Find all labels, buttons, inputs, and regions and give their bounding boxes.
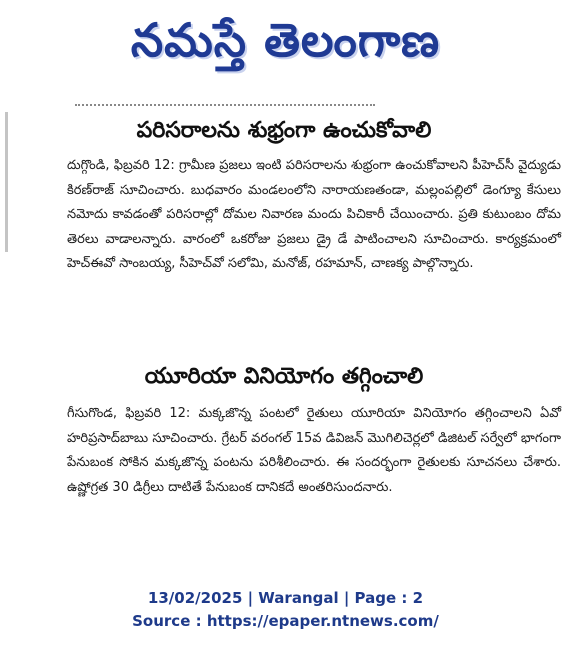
article2-headline: యూరియా వినియోగం తగ్గించాలి	[144, 364, 424, 389]
article1-headline: పరిసరాలను శుభ్రంగా ఉంచుకోవాలి	[136, 118, 432, 143]
article2-body: గీసుగొండ, ఫిబ్రవరి 12: మక్కజొన్న పంటలో రైతులు యూరియా వినియోగం తగ్గించాలని ఏవో హరిప్రసాద్‌బాబు సూచించారు. గ్రేటర్ వరంగల్ 15వ డివిజన్ మొగిలిచెర్లలో డిజిటల్ సర్వేలో భాగంగా పేనుబంక సోకిన మక్కజొన్న పంటను పరిశీలించారు. ఈ సందర్భంగా రైతులకు సూచనలు చేశారు. ఉష్ణోగ్రత 30 డిగ్రీలు దాటితే పేనుబంక దానికదే అంతరిసుందనారు.	[67, 406, 561, 495]
clipping-cut-edge	[75, 96, 375, 106]
article-clipping	[5, 96, 563, 570]
edition-info: 13/02/2025 | Warangal | Page : 2	[147, 589, 424, 607]
newspaper-masthead	[0, 0, 571, 82]
masthead-logo: నమస్తే తెలంగాణ	[130, 13, 441, 67]
article1-body: దుగ్గొండి, ఫిబ్రవరి 12: గ్రామీణ ప్రజలు ఇంటి పరిసరాలను శుభ్రంగా ఉంచుకోవాలని పీహెచ్‌సీ వైద్యుడు కిరణ్‌రాజ్ సూచించారు. బుధవారం మండలంలోని నారాయణతండా, మల్లంపల్లిలో డెంగ్యూ కేసులు నమోదు కావడంతో పరిసరాల్లో దోమల నివారణ మందు పిచికారీ చేయించారు. ప్రతి కుటుంబం దోమ తెరలు వాడాలన్నారు. వారంలో ఒకరోజు ప్రజలు డ్రై డే పాటించాలని సూచించారు. కార్యక్రమంలో హెచ్‌ఈవో సాంబయ్య, సీహెచ్‌వో సలోమి, మనోజ్, రహమాన్, చాణక్య పాల్గొన్నారు.	[67, 158, 561, 271]
source-link[interactable]: Source : https://epaper.ntnews.com/	[132, 612, 439, 630]
